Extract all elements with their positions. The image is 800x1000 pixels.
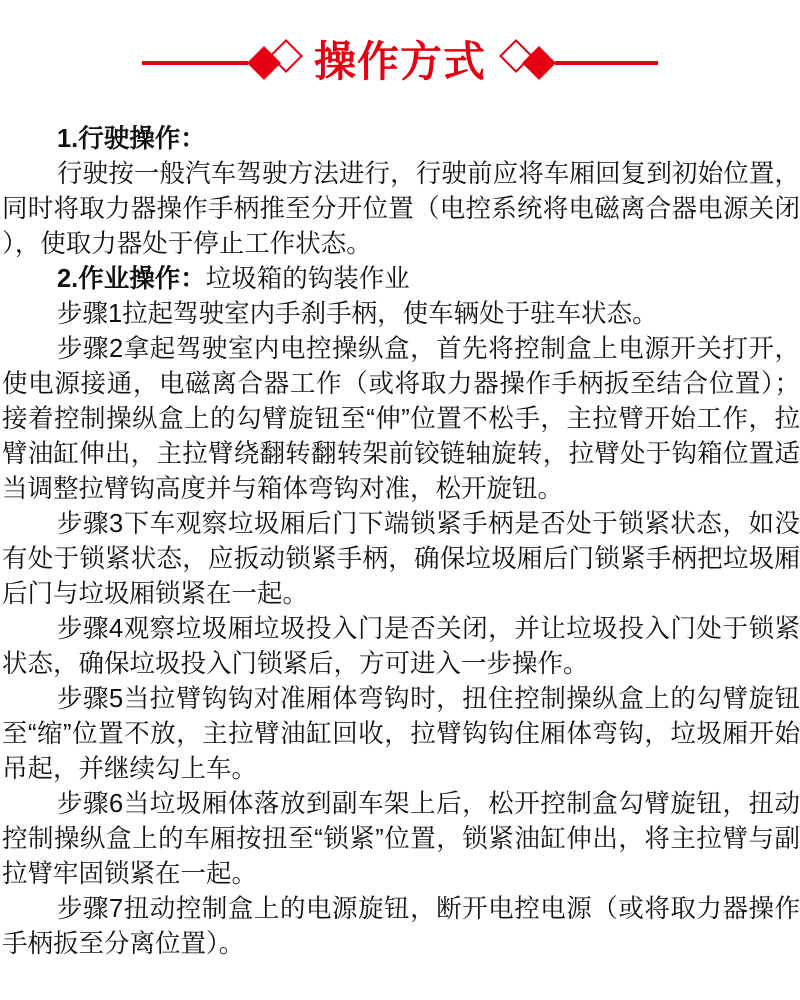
step-7-paragraph: 步骤7扭动控制盒上的电源旋钮，断开电控电源（或将取力器操作手柄扳至分离位置）。 bbox=[2, 895, 800, 958]
section-title-banner bbox=[0, 0, 800, 97]
divider-line-right bbox=[555, 61, 658, 65]
section-1-heading-label: 1.行驶操作： bbox=[57, 125, 206, 153]
step-4-paragraph: 步骤4观察垃圾厢垃圾投入门是否关闭，并让垃圾投入门处于锁紧状态，确保垃圾投入门锁紧后，方可进入一步操作。 bbox=[2, 615, 800, 678]
section-2-heading-label: 2.作业操作： bbox=[57, 265, 206, 293]
step-3-paragraph: 步骤3下车观察垃圾厢后门下端锁紧手柄是否处于锁紧状态，如没有处于锁紧状态，应扳动锁紧手柄，确保垃圾厢后门锁紧手柄把垃圾厢后门与垃圾厢锁紧在一起。 bbox=[2, 510, 800, 608]
instruction-content bbox=[0, 97, 800, 962]
step-2-paragraph: 步骤2拿起驾驶室内电控操纵盒，首先将控制盒上电源开关打开，使电源接通，电磁离合器工作（或将取力器操作手柄扳至结合位置）；接着控制操纵盒上的勾臂旋钮至“伸”位置不松手，主拉臂开始工作，拉臂油缸伸出，主拉臂绕翻转翻转架前铰链轴旋转，拉臂处于钩箱位置适当调整拉臂钩高度并与箱体弯钩对准，松开旋钮。 bbox=[2, 335, 800, 503]
section-1-heading bbox=[2, 122, 800, 157]
section-2-heading-suffix: 垃圾箱的钩装作业 bbox=[205, 265, 410, 293]
page-title: 操作方式 bbox=[313, 38, 486, 85]
step-1-paragraph: 步骤1拉起驾驶室内手刹手柄，使车辆处于驻车状态。 bbox=[57, 300, 658, 328]
step-5-paragraph: 步骤5当拉臂钩钩对准厢体弯钩时，扭住控制操纵盒上的勾臂旋钮至“缩”位置不放，主拉臂油缸回收，拉臂钩钩住厢体弯钩，垃圾厢开始吊起，并继续勾上车。 bbox=[2, 685, 800, 783]
section-1-paragraph: 行驶按一般汽车驾驶方法进行，行驶前应将车厢回复到初始位置，同时将取力器操作手柄推至分开位置（电控系统将电磁离合器电源关闭），使取力器处于停止工作状态。 bbox=[2, 160, 800, 258]
step-6-paragraph: 步骤6当垃圾厢体落放到副车架上后，松开控制盒勾臂旋钮，扭动控制操纵盒上的车厢按扭至“锁紧”位置，锁紧油缸伸出，将主拉臂与副拉臂牢固锁紧在一起。 bbox=[2, 790, 800, 888]
section-2-heading bbox=[2, 262, 800, 297]
